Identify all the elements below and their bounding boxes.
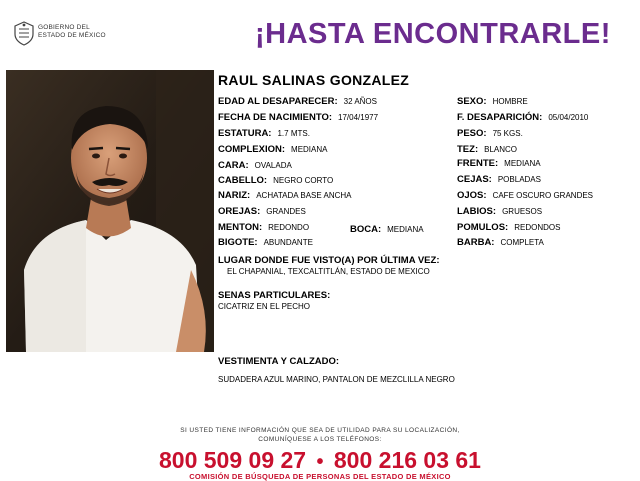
field-weight <box>457 128 523 139</box>
last-seen-label: LUGAR DONDE FUE VISTO(A) POR ÚLTIMA VEZ: <box>218 255 440 266</box>
field-value: 1.7 MTS. <box>277 129 310 138</box>
field-label: NARIZ: <box>218 190 251 201</box>
field-face <box>218 160 292 171</box>
field-mouth <box>350 224 424 235</box>
field-label: ESTATURA: <box>218 128 272 139</box>
field-value: BLANCO <box>484 145 518 154</box>
field-beard <box>457 237 544 248</box>
field-value: GRUESOS <box>502 207 543 216</box>
field-label: COMPLEXION: <box>218 144 286 155</box>
person-photo-illustration <box>6 70 214 352</box>
particular-marks-value: CICATRIZ EN EL PECHO <box>218 302 311 311</box>
field-sex <box>457 96 528 107</box>
field-value: 32 AÑOS <box>343 97 377 106</box>
field-eyebrows <box>457 174 541 185</box>
field-chin <box>218 222 309 233</box>
field-label: OJOS: <box>457 190 487 201</box>
field-value: 75 KGS. <box>492 129 523 138</box>
field-label: LABIOS: <box>457 206 497 217</box>
field-label: FRENTE: <box>457 158 499 169</box>
field-nose <box>218 190 352 201</box>
person-name: RAUL SALINAS GONZALEZ <box>218 72 410 88</box>
field-value: HOMBRE <box>492 97 528 106</box>
headline: ¡HASTA ENCONTRARLE! <box>255 18 611 50</box>
field-build <box>218 144 327 155</box>
field-cheekbones <box>457 222 560 233</box>
field-value: CAFE OSCURO GRANDES <box>492 191 594 200</box>
field-value: MEDIANA <box>387 225 424 234</box>
field-label: BOCA: <box>350 224 382 235</box>
field-value: ABUNDANTE <box>263 238 313 247</box>
field-label: CABELLO: <box>218 175 268 186</box>
government-line-2: ESTADO DE MÉXICO <box>38 32 106 39</box>
info-line-2: COMUNÍQUESE A LOS TELÉFONOS: <box>258 436 382 443</box>
field-forehead <box>457 158 541 169</box>
person-photo <box>6 70 214 352</box>
field-label: SEXO: <box>457 96 487 107</box>
field-ears <box>218 206 306 217</box>
field-label: BIGOTE: <box>218 237 258 248</box>
field-label: BARBA: <box>457 237 495 248</box>
field-birthdate <box>218 112 378 123</box>
phone-number-2[interactable]: 800 216 03 61 <box>333 447 481 473</box>
field-label: FECHA DE NACIMIENTO: <box>218 112 332 123</box>
field-disappearance-date <box>457 112 588 123</box>
clothing-label: VESTIMENTA Y CALZADO: <box>218 356 340 367</box>
field-value: POBLADAS <box>497 175 541 184</box>
phone-number-1[interactable]: 800 509 09 27 <box>159 447 307 473</box>
field-value: REDONDO <box>268 223 310 232</box>
last-seen-value: EL CHAPANIAL, TEXCALTITLÁN, ESTADO DE MEXICO <box>227 267 430 276</box>
field-lips <box>457 206 542 217</box>
field-value: ACHATADA BASE ANCHA <box>256 191 352 200</box>
field-label: TEZ: <box>457 144 479 155</box>
phone-separator: • <box>316 451 324 473</box>
field-skin-tone <box>457 144 517 155</box>
field-label: F. DESAPARICIÓN: <box>457 112 543 123</box>
field-value: MEDIANA <box>291 145 328 154</box>
particular-marks-label: SENAS PARTICULARES: <box>218 290 331 301</box>
field-value: GRANDES <box>266 207 306 216</box>
info-line-1: SI USTED TIENE INFORMACIÓN QUE SEA DE UTILIDAD PARA SU LOCALIZACIÓN, <box>180 427 460 434</box>
field-value: NEGRO CORTO <box>273 176 334 185</box>
government-line-1: GOBIERNO DEL <box>38 24 90 31</box>
commission-name: COMISIÓN DE BÚSQUEDA DE PERSONAS DEL ESTADO DE MÉXICO <box>189 472 451 481</box>
field-value: REDONDOS <box>514 223 561 232</box>
field-label: PESO: <box>457 128 487 139</box>
field-value: MEDIANA <box>504 159 541 168</box>
field-value: 05/04/2010 <box>548 113 589 122</box>
field-label: POMULOS: <box>457 222 509 233</box>
field-value: OVALADA <box>254 161 292 170</box>
government-name <box>38 24 106 40</box>
field-eyes <box>457 190 593 201</box>
field-value: 17/04/1977 <box>338 113 379 122</box>
field-label: CARA: <box>218 160 249 171</box>
field-label: EDAD AL DESAPARECER: <box>218 96 338 107</box>
clothing-value: SUDADERA AZUL MARINO, PANTALON DE MEZCLILLA NEGRO <box>218 375 455 384</box>
field-value: COMPLETA <box>500 238 544 247</box>
field-height <box>218 128 310 139</box>
field-age <box>218 96 377 107</box>
government-logo <box>12 20 122 50</box>
field-label: MENTON: <box>218 222 263 233</box>
field-label: CEJAS: <box>457 174 492 185</box>
phone-numbers <box>0 447 640 474</box>
field-hair <box>218 175 333 186</box>
field-mustache <box>218 237 313 248</box>
field-label: OREJAS: <box>218 206 261 217</box>
state-seal-icon <box>12 20 36 46</box>
